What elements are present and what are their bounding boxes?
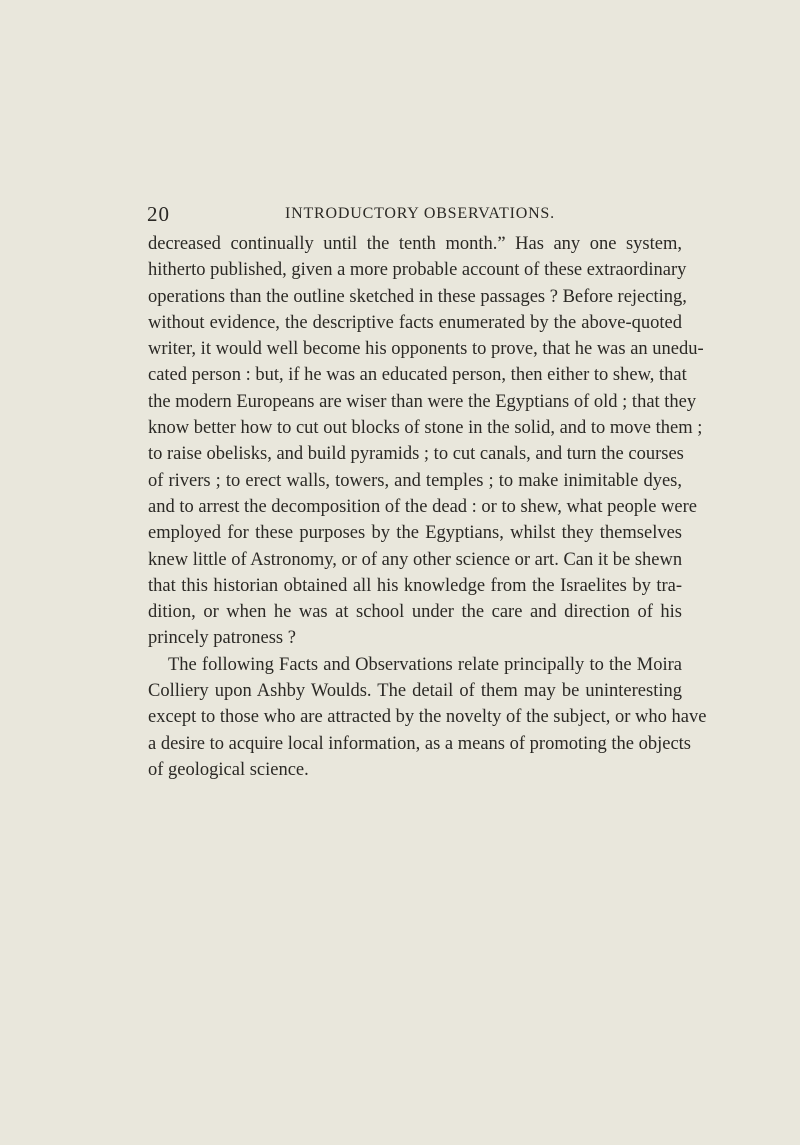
text-line: writer, it would well become his opponents to prove, that he was an unedu-: [148, 339, 704, 360]
text-line: cated person : but, if he was an educated person, then either to shew, that: [148, 365, 687, 386]
running-head-title: INTRODUCTORY OBSERVATIONS.: [285, 205, 555, 222]
paragraph-end-line: of geological science.: [148, 759, 309, 780]
text-line: except to those who are attracted by the novelty of the subject, or who have: [148, 707, 707, 728]
text-line: and to arrest the decomposition of the dead : or to shew, what people were: [148, 496, 698, 517]
text-line: know better how to cut out blocks of stone in the solid, and to move them ;: [148, 418, 703, 439]
body-text: [148, 231, 707, 783]
text-line: hitherto published, given a more probable account of these extraordinary: [148, 260, 687, 281]
text-line: knew little of Astronomy, or of any other science or art. Can it be shewn: [148, 549, 683, 570]
paragraph-start-line: The following Facts and Observations relate principally to the Moira: [168, 654, 682, 675]
page-number: 20: [147, 202, 170, 226]
text-line: operations than the outline sketched in these passages ? Before rejecting,: [148, 286, 687, 307]
text-line: employed for these purposes by the Egyptians, whilst they themselves: [148, 523, 682, 544]
text-line: a desire to acquire local information, as a means of promoting the objects: [148, 733, 692, 754]
paragraph-end-line: princely patroness ?: [148, 628, 296, 649]
text-line: to raise obelisks, and build pyramids ; to cut canals, and turn the courses: [148, 444, 684, 465]
text-line: dition, or when he was at school under the care and direction of his: [148, 602, 682, 623]
text-line: without evidence, the descriptive facts enumerated by the above-quoted: [148, 312, 682, 333]
text-line: Colliery upon Ashby Woulds. The detail of them may be uninteresting: [148, 681, 682, 702]
text-line: the modern Europeans are wiser than were the Egyptians of old ; that they: [148, 391, 697, 412]
text-line: decreased continually until the tenth month.” Has any one system,: [148, 234, 682, 254]
text-line: that this historian obtained all his knowledge from the Israelites by tra-: [148, 575, 682, 596]
text-line: of rivers ; to erect walls, towers, and temples ; to make inimitable dyes,: [148, 470, 682, 491]
running-head: [147, 202, 682, 226]
